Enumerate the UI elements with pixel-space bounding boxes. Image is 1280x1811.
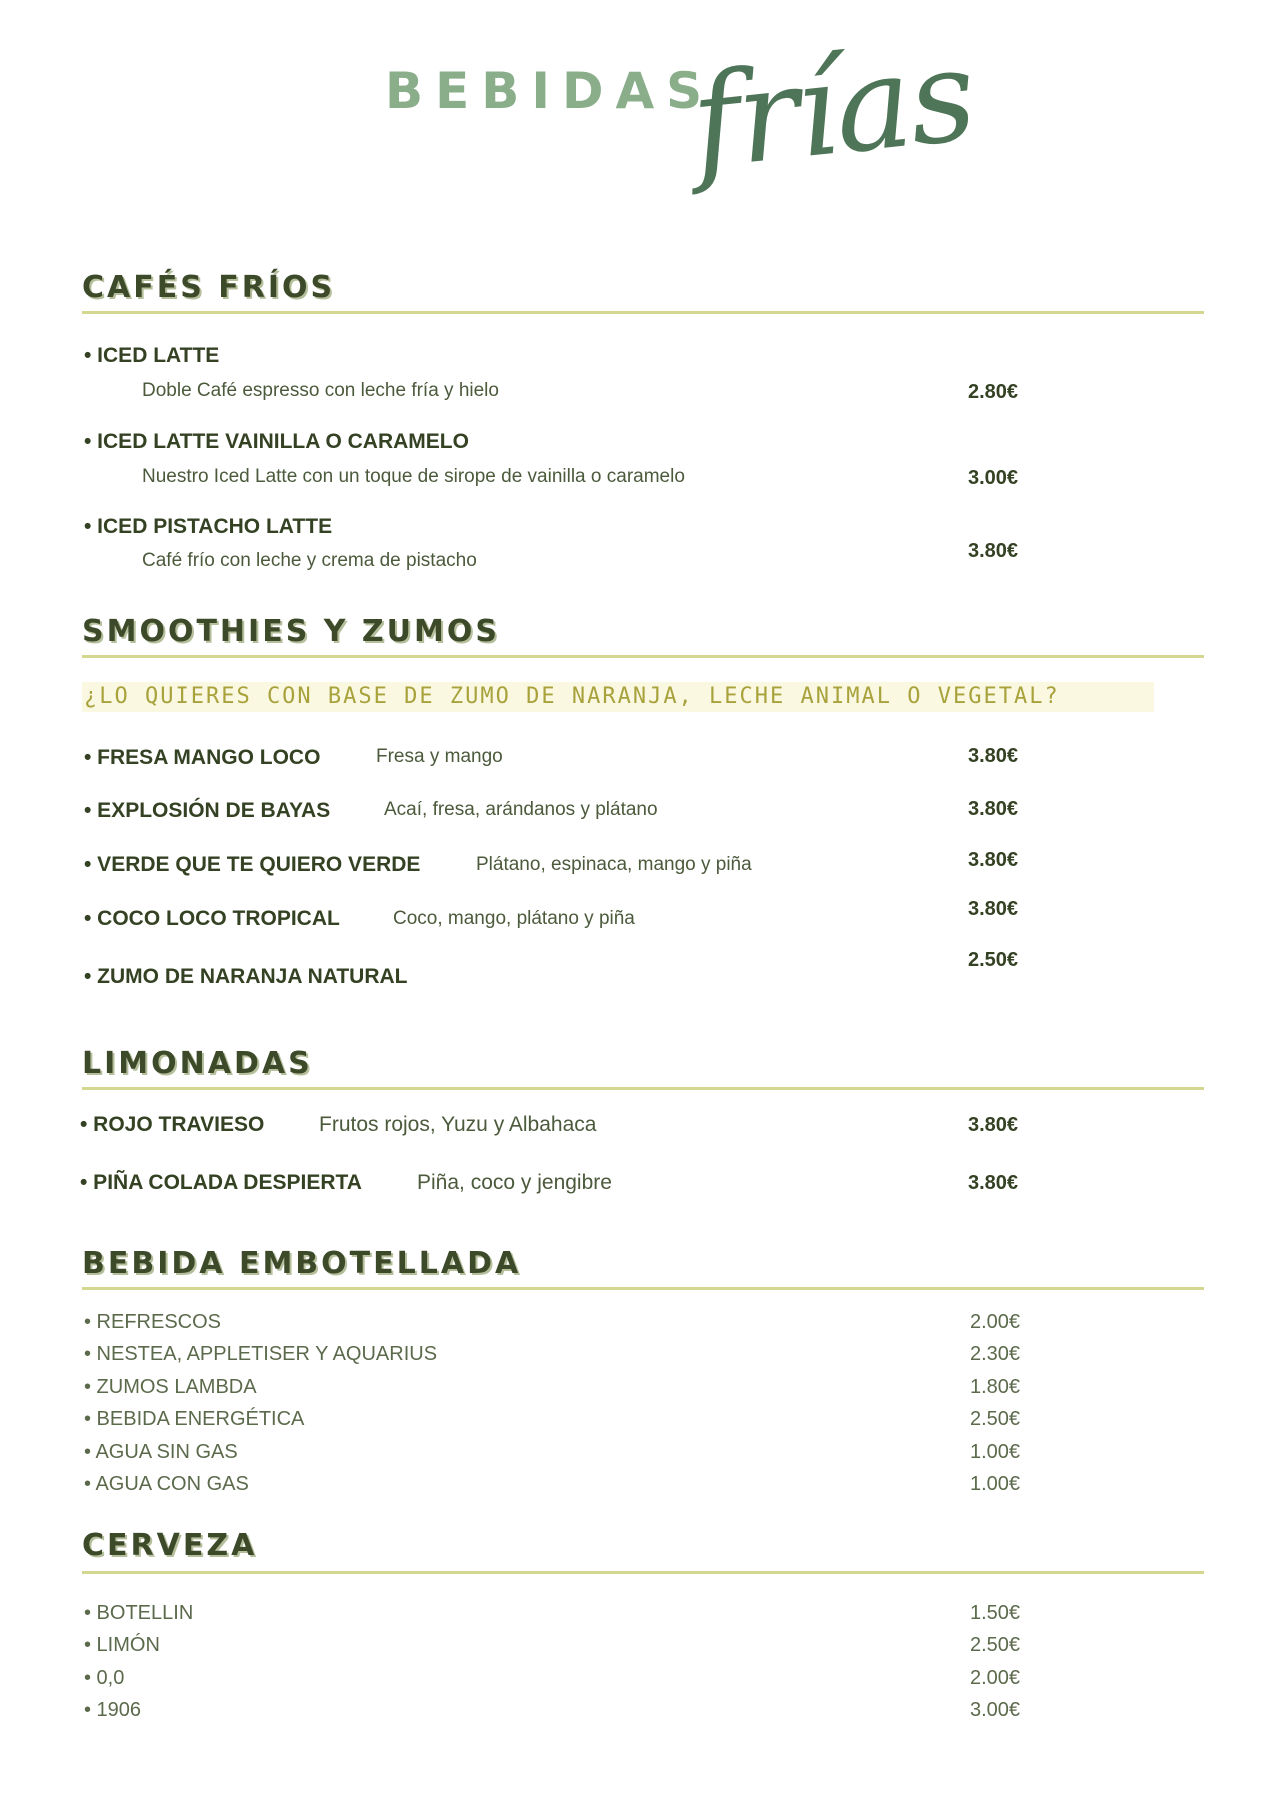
menu-item-description: Coco, mango, plátano y piña [393,908,635,929]
menu-item-price: 3.80€ [968,849,1019,871]
list-item-name: • BEBIDA ENERGÉTICA [84,1408,305,1430]
list-item-name: • 1906 [84,1699,142,1721]
menu-item-price: 3.80€ [968,898,1019,920]
list-item-price: 2.00€ [970,1311,1021,1333]
menu-item-name: • ICED LATTE VAINILLA O CARAMELO [84,430,469,453]
menu-item-price: 2.80€ [968,381,1019,403]
menu-item-name: • ICED PISTACHO LATTE [84,515,333,538]
list-item-name: • REFRESCOS [84,1311,222,1333]
list-item-price: 3.00€ [970,1699,1021,1721]
list-item-name: • LIMÓN [84,1634,160,1656]
section-divider [82,655,1204,658]
section-divider [82,1287,1204,1290]
menu-item-price: 3.80€ [968,798,1019,820]
menu-item-price: 3.00€ [968,467,1019,489]
list-item-name: • NESTEA, APPLETISER Y AQUARIUS [84,1343,438,1365]
menu-item-name: • ICED LATTE [84,344,220,367]
page-title-script: frías [685,20,981,199]
list-item-price: 2.50€ [970,1408,1021,1430]
menu-item-description: Acaí, fresa, arándanos y plátano [384,799,658,820]
list-item-name: • BOTELLIN [84,1602,194,1624]
section-heading-cerveza: CERVEZA [82,1528,258,1563]
list-item-name: • 0,0 [84,1667,125,1689]
menu-item-price: 3.80€ [968,1172,1019,1194]
list-item-price: 1.50€ [970,1602,1021,1624]
section-heading-smoothies: SMOOTHIES Y ZUMOS [82,614,500,649]
menu-item-price: 2.50€ [968,949,1019,971]
section-heading-limonadas: LIMONADAS [82,1046,313,1081]
list-item-price: 2.30€ [970,1343,1021,1365]
section-divider [82,1087,1204,1090]
menu-item-description: Piña, coco y jengibre [417,1171,612,1194]
list-item-name: • ZUMOS LAMBDA [84,1376,257,1398]
section-divider [82,311,1204,314]
list-item-price: 2.50€ [970,1634,1021,1656]
menu-item-price: 3.80€ [968,1114,1019,1136]
menu-item-price: 3.80€ [968,540,1019,562]
menu-item-description: Café frío con leche y crema de pistacho [142,550,477,571]
section-heading-cafes: CAFÉS FRÍOS [82,270,336,305]
menu-item-description: Fresa y mango [376,746,503,767]
menu-item-description: Doble Café espresso con leche fría y hielo [142,380,499,401]
menu-item-name: • COCO LOCO TROPICAL [84,907,340,930]
list-item-price: 2.00€ [970,1667,1021,1689]
base-question-note: ¿LO QUIERES CON BASE DE ZUMO DE NARANJA, LECHE ANIMAL O VEGETAL? [84,684,1060,709]
menu-item-description: Plátano, espinaca, mango y piña [476,854,752,875]
menu-item-name: • PIÑA COLADA DESPIERTA [80,1171,362,1194]
menu-item-name: • VERDE QUE TE QUIERO VERDE [84,853,421,876]
menu-item-description: Frutos rojos, Yuzu y Albahaca [319,1113,597,1136]
section-divider [82,1571,1204,1574]
menu-item-name: • EXPLOSIÓN DE BAYAS [84,799,331,822]
menu-item-name: • ROJO TRAVIESO [80,1113,265,1136]
menu-item-name: • ZUMO DE NARANJA NATURAL [84,965,408,988]
menu-item-price: 3.80€ [968,745,1019,767]
page-title: BEBIDAS [385,62,715,120]
list-item-price: 1.00€ [970,1441,1021,1463]
list-item-price: 1.00€ [970,1473,1021,1495]
section-heading-embotellada: BEBIDA EMBOTELLADA [82,1246,522,1281]
menu-item-description: Nuestro Iced Latte con un toque de sirope de vainilla o caramelo [142,466,685,487]
list-item-name: • AGUA SIN GAS [84,1441,238,1463]
list-item-name: • AGUA CON GAS [84,1473,249,1495]
menu-item-name: • FRESA MANGO LOCO [84,746,321,769]
list-item-price: 1.80€ [970,1376,1021,1398]
